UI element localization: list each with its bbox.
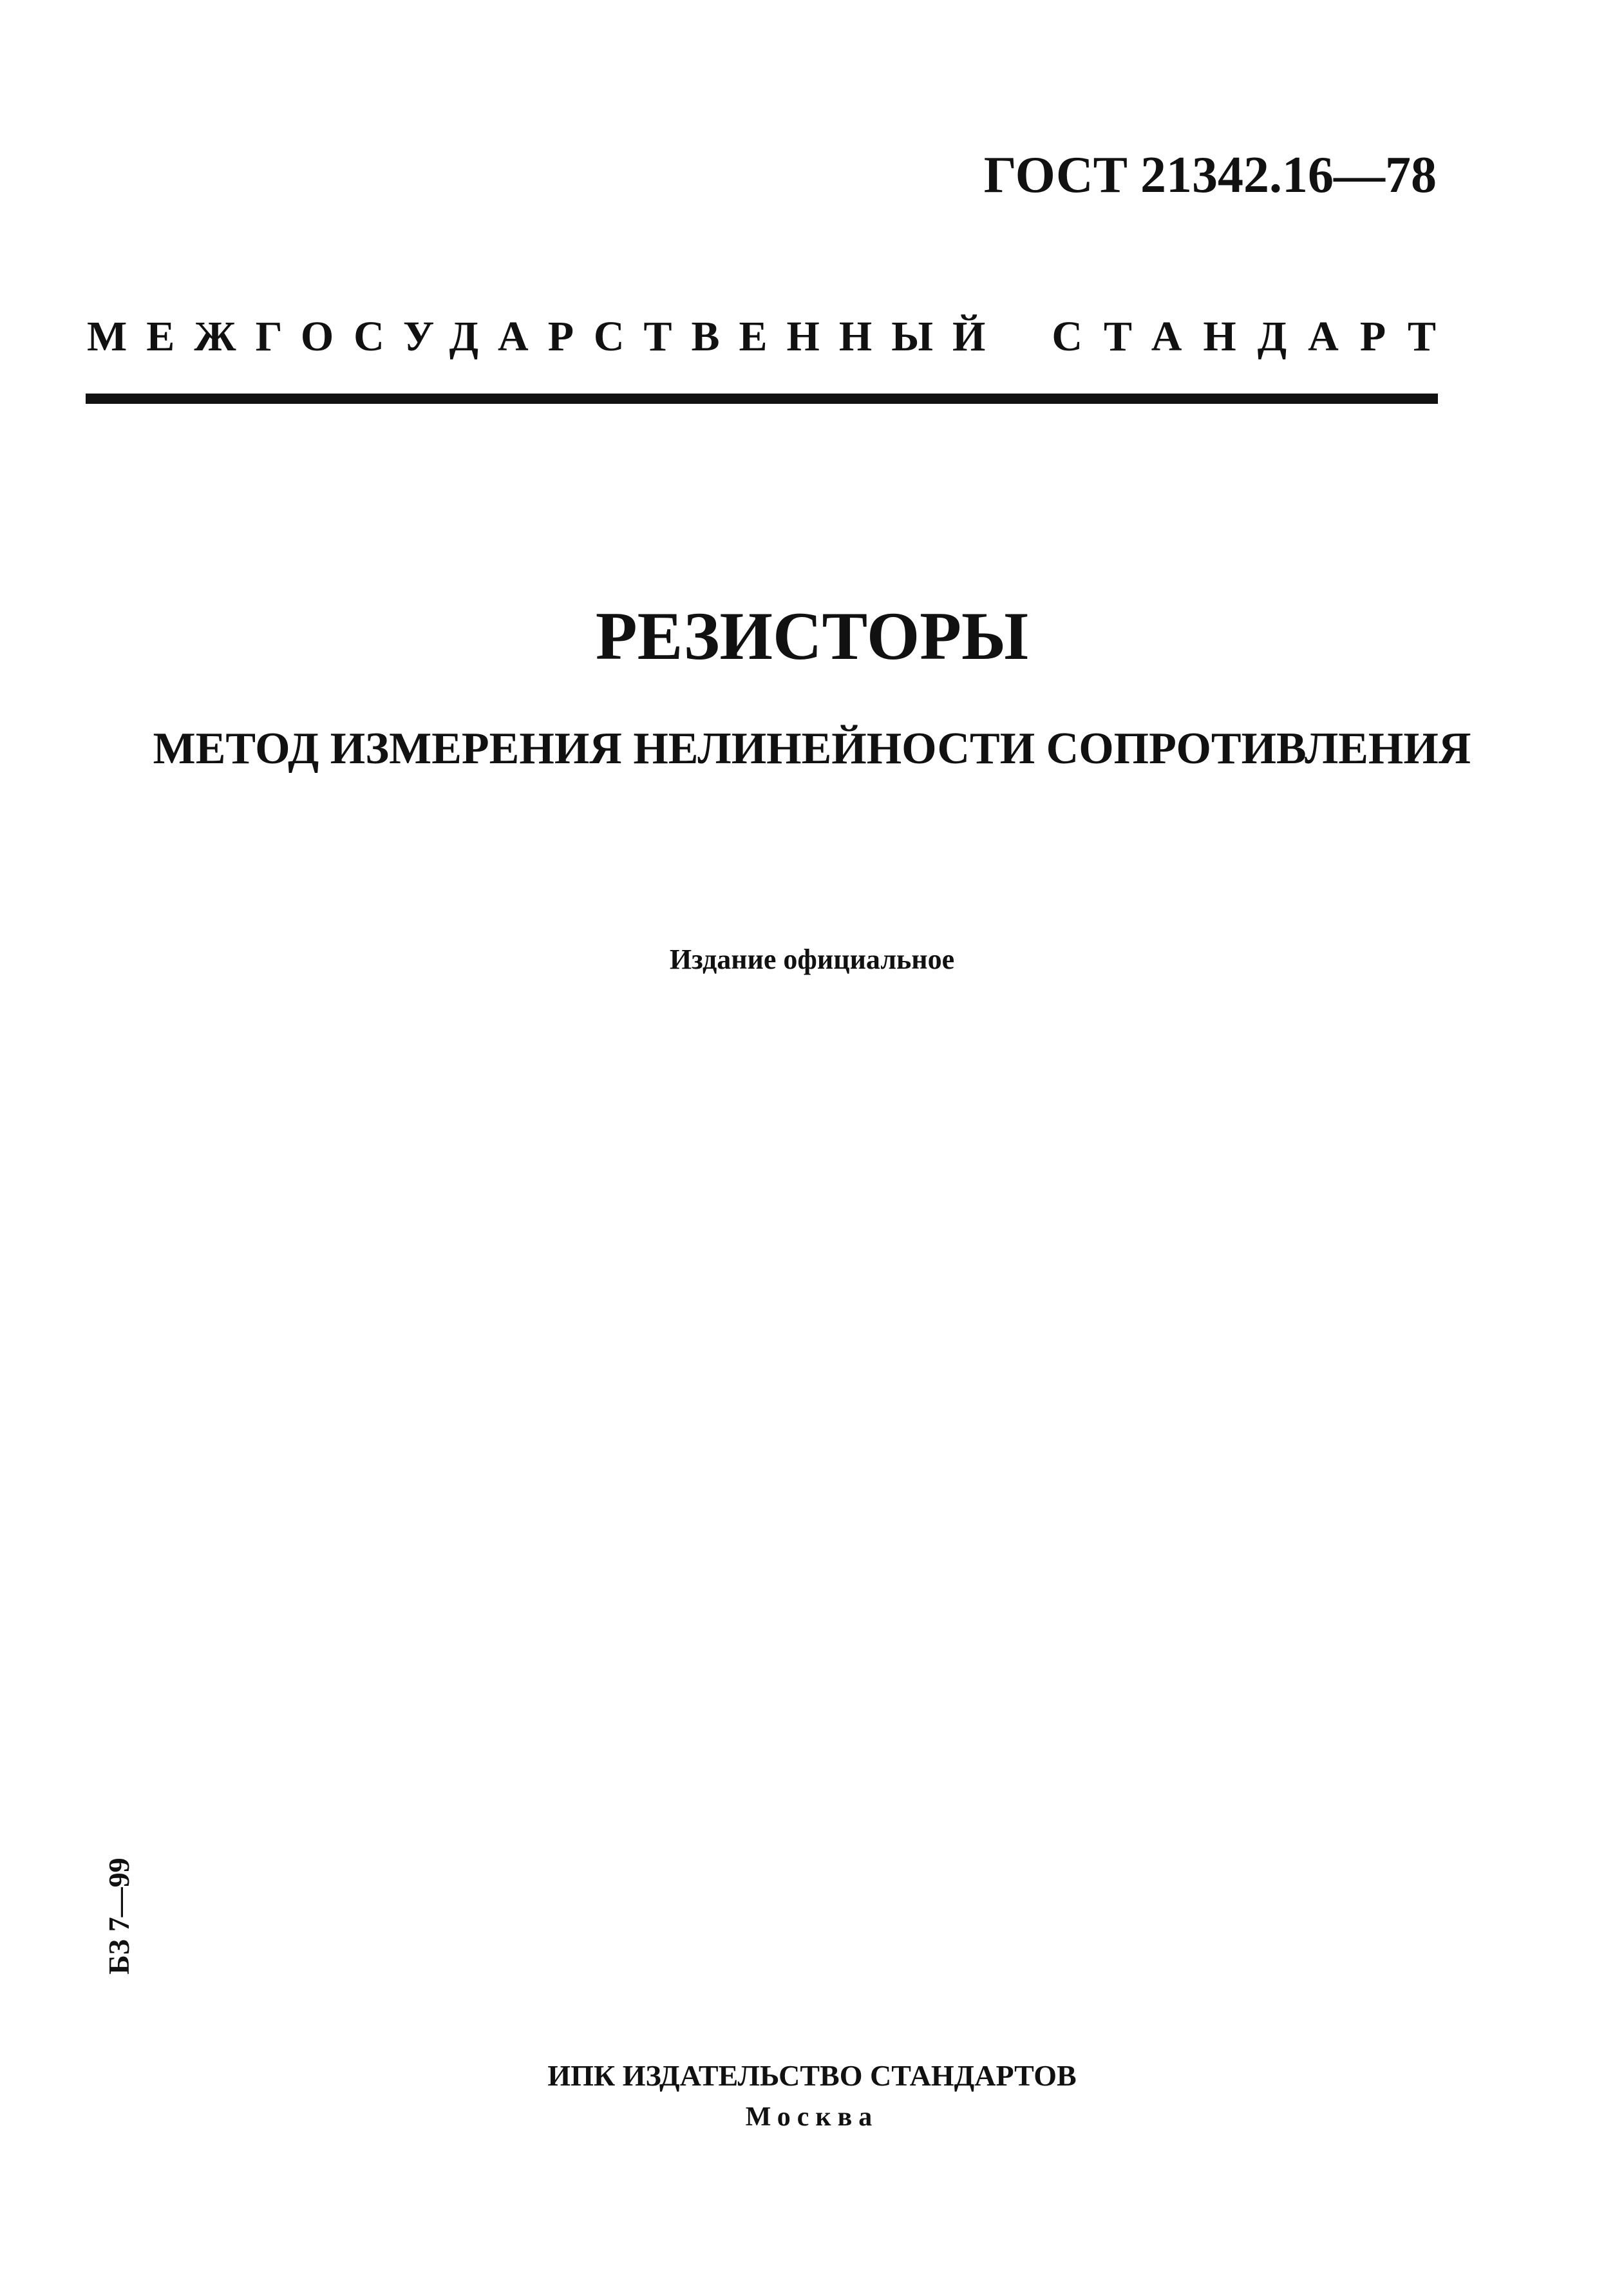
publisher-city: Москва — [745, 2102, 879, 2132]
heading-rule — [86, 394, 1438, 404]
document-number: ГОСТ 21342.16—78 — [983, 147, 1437, 204]
side-code: БЗ 7—99 — [102, 1858, 135, 1975]
document-title: РЕЗИСТОРЫ — [595, 598, 1029, 674]
document-subtitle: МЕТОД ИЗМЕРЕНИЯ НЕЛИНЕЙНОСТИ СОПРОТИВЛЕНИЯ — [153, 724, 1471, 774]
edition-note: Издание официальное — [669, 944, 955, 975]
standard-type-heading — [87, 313, 1457, 360]
standard-type-word-2: СТАНДАРТ — [1052, 313, 1457, 360]
publisher-name: ИПК ИЗДАТЕЛЬСТВО СТАНДАРТОВ — [547, 2059, 1077, 2092]
standard-type-word-1: МЕЖГОСУДАРСТВЕННЫЙ — [87, 313, 1005, 360]
